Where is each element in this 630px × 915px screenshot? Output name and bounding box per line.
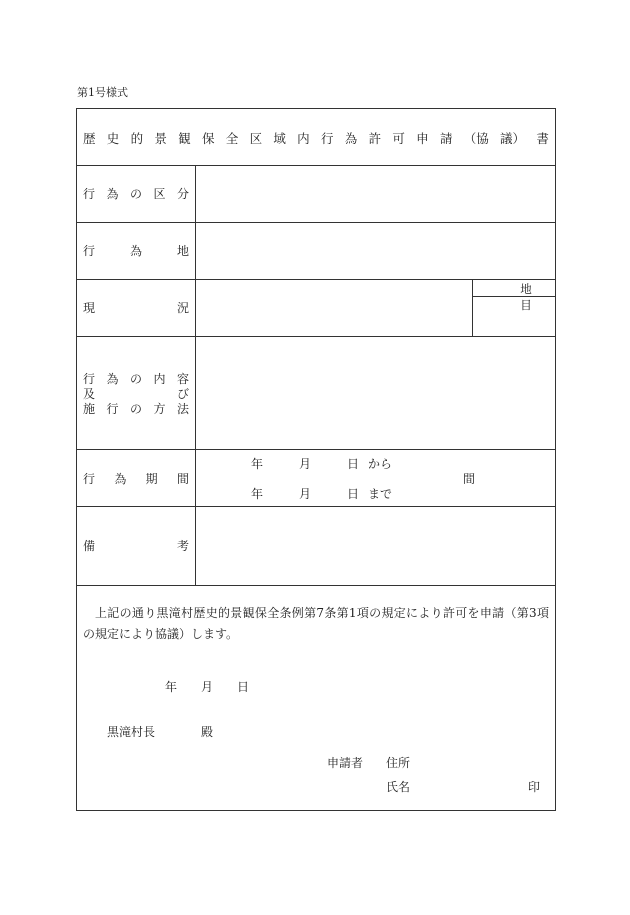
title-char: 議） [500,131,526,146]
title-char: 行 [320,131,334,146]
row-divider [77,585,555,586]
period-between: 間 [463,472,476,486]
application-form [76,108,556,811]
title-char: 的 [130,131,144,146]
label-naiyo-line3: 施 行 の 方 法 [83,402,189,416]
chimoku-value-cell[interactable] [473,297,555,336]
applicant-address-label: 住所 [386,756,411,770]
title-char: 内 [297,131,310,146]
title-char: 史 [106,131,120,146]
period-start-year: 年 [251,457,264,471]
period-end-month: 月 [299,487,312,501]
label-biko: 備 考 [83,539,189,553]
seal-mark: 印 [528,780,541,794]
title-char: 許 [368,131,382,146]
label-chi: 行 為 地 [83,244,189,258]
title-char: 申 [416,131,429,146]
title-char: 区 [249,131,263,146]
period-end-day: 日 [347,487,360,501]
applicant-label: 申請者 [327,756,364,770]
period-start-month: 月 [299,457,312,471]
form-title [83,129,549,147]
title-char: 歴 [83,131,96,146]
date-day: 日 [237,680,250,694]
period-start-day: 日 [347,457,360,471]
date-month: 月 [201,680,214,694]
chimoku-label: 地目 [520,282,544,312]
applicant-name-label: 氏名 [386,780,411,794]
period-until: まで [368,487,393,501]
biko-value-cell[interactable] [196,507,555,585]
title-char: 請 [439,131,453,146]
applicant-address-field[interactable] [413,753,543,771]
title-char: （協 [463,131,489,146]
application-statement: 上記の通り黒滝村歴史的景観保全条例第7条第1項の規定により許可を申請（第3項の規定により協議）します。 [83,606,549,641]
title-char: 観 [178,131,191,146]
applicant-name-field[interactable] [413,777,523,795]
form-number: 第1号様式 [77,86,128,99]
addressee-honorific: 殿 [201,725,214,739]
title-char: 保 [201,131,215,146]
period-from: から [368,457,393,471]
label-naiyo-line1: 行 為 の 内 容 [83,372,189,386]
label-naiyo-line2: 及 び [83,387,189,401]
title-char: 可 [392,131,405,146]
title-char: 景 [154,131,167,146]
chi-value-cell[interactable] [196,223,555,279]
title-char: 為 [344,131,358,146]
label-genkyo: 現 況 [83,301,189,315]
label-kikan: 行 為 期 間 [83,472,189,486]
date-year: 年 [165,680,178,694]
naiyo-value-cell[interactable] [196,337,555,449]
title-char: 書 [536,131,549,146]
genkyo-value-cell[interactable] [196,280,472,336]
label-kubun: 行 為 の 区 分 [83,187,189,201]
title-char: 域 [273,131,286,146]
kubun-value-cell[interactable] [196,166,555,222]
title-char: 全 [225,131,239,146]
period-end-year: 年 [251,487,264,501]
addressee-name: 黒滝村長 [107,725,156,739]
